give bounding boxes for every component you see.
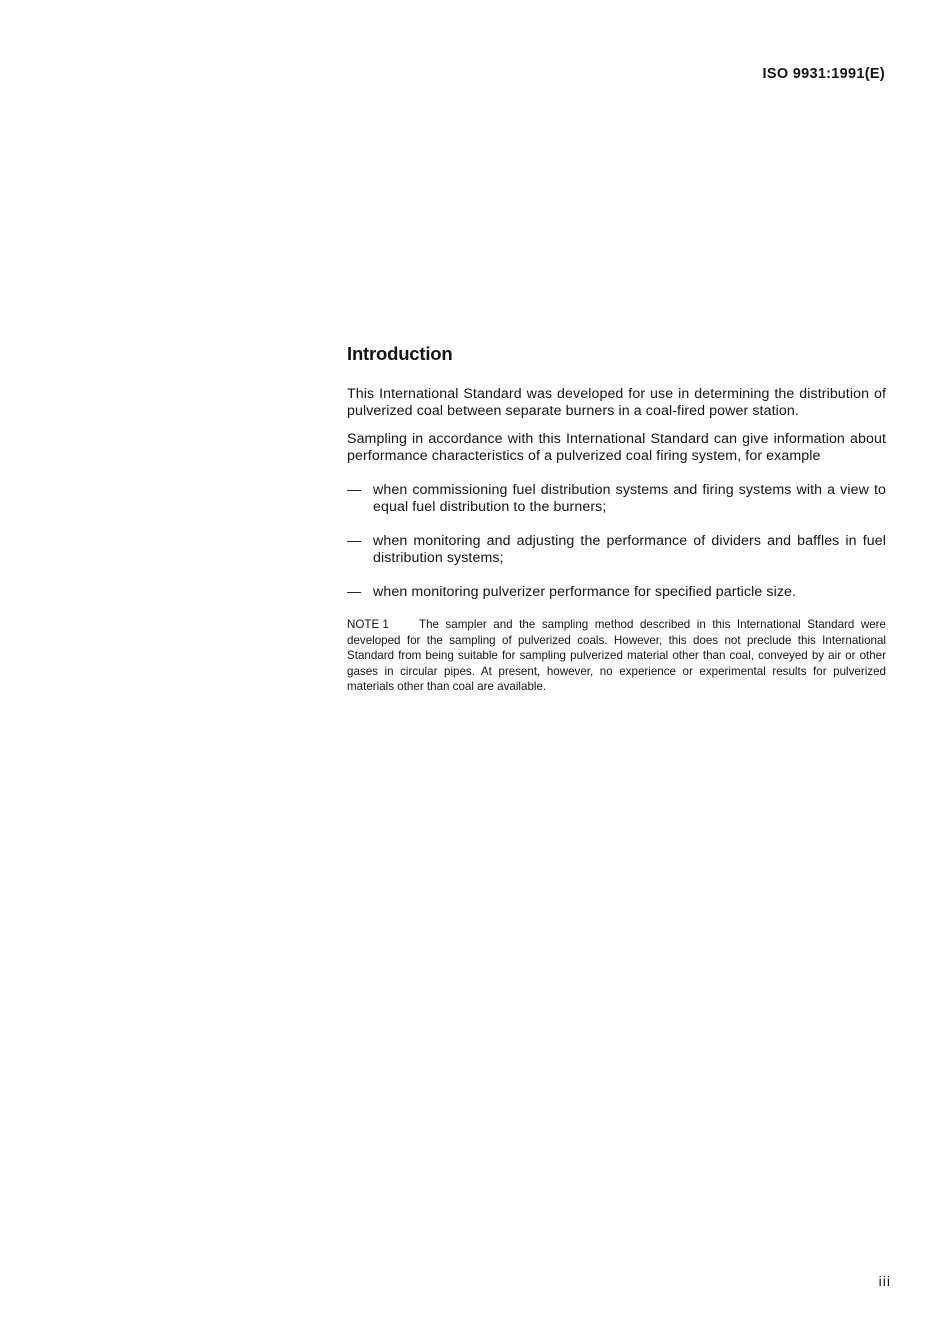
- bullet-list: [347, 482, 886, 601]
- note-text: The sampler and the sampling method described in this International Standard were developed for the sampling of pulverized coals. However, this does not preclude this International Standard from being suitable for sampling pulverized material other than coal, conveyed by air or other gases in circular pipes. At present, however, no experience or experimental results for pulverized materials other than coal are available.: [347, 618, 886, 693]
- note-label: NOTE 1: [347, 618, 389, 631]
- list-item: [347, 482, 886, 516]
- intro-paragraph-1: This International Standard was developed for use in determining the distribution of pulverized coal between separate burners in a coal-fired power station.: [347, 386, 886, 419]
- section-title: Introduction: [347, 343, 453, 364]
- note: [347, 617, 886, 695]
- document-reference: ISO 9931:1991(E): [762, 66, 885, 82]
- dash-marker: —: [347, 533, 362, 549]
- dash-marker: —: [347, 584, 362, 600]
- intro-paragraph-2: Sampling in accordance with this International Standard can give information about performance characteristics of a pulverized coal firing system, for example: [347, 431, 886, 464]
- list-item: [347, 584, 886, 601]
- dash-marker: —: [347, 482, 362, 498]
- list-item: [347, 533, 886, 567]
- list-item-text: when commissioning fuel distribution systems and firing systems with a view to equal fuel distribution to the burners;: [373, 482, 886, 515]
- introduction-section: [347, 343, 886, 695]
- list-item-text: when monitoring pulverizer performance for specified particle size.: [373, 584, 797, 600]
- page-number: iii: [878, 1273, 891, 1289]
- list-item-text: when monitoring and adjusting the performance of dividers and baffles in fuel distribution systems;: [373, 533, 886, 566]
